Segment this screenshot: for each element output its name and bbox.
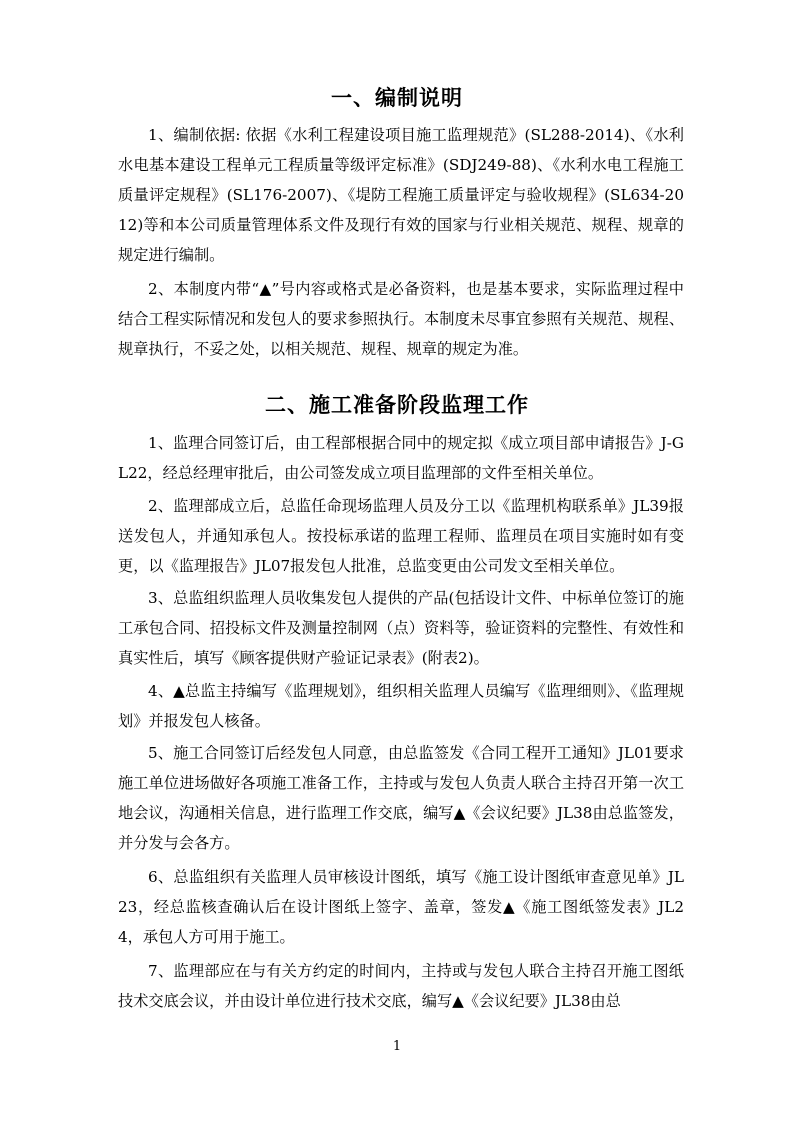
paragraph-2-7: 7、监理部应在与有关方约定的时间内，主持或与发包人联合主持召开施工图纸技术交底会议，并由设计单位进行技术交底，编写▲《会议纪要》JL38由总 <box>118 962 684 1010</box>
paragraph-2-6: 6、总监组织有关监理人员审核设计图纸，填写《施工设计图纸审查意见单》JL23，经总监核查确认后在设计图纸上签字、盖章，签发▲《施工图纸签发表》JL24，承包人方可用于施工。 <box>118 868 684 946</box>
paragraph-2-3: 3、总监组织监理人员收集发包人提供的产品(包括设计文件、中标单位签订的施工承包合同、招投标文件及测量控制网（点）资料等，验证资料的完整性、有效性和真实性后，填写《顾客提供财产验证记录表》(附表2)。 <box>118 589 684 667</box>
paragraph-2-5: 5、施工合同签订后经发包人同意，由总监签发《合同工程开工通知》JL01要求施工单位进场做好各项施工准备工作，主持或与发包人负责人联合主持召开第一次工地会议，沟通相关信息，进行监理工作交底，编写▲《会议纪要》JL38由总监签发，并分发与会各方。 <box>118 744 684 852</box>
page-number: 1 <box>392 1039 402 1054</box>
paragraph-2-1: 1、监理合同签订后，由工程部根据合同中的规定拟《成立项目部申请报告》J-GL22，经总经理审批后，由公司签发成立项目监理部的文件至相关单位。 <box>118 434 684 482</box>
section-title-construction-preparation: 二、施工准备阶段监理工作 <box>265 393 529 417</box>
paragraph-1-2: 2、本制度内带“▲”号内容或格式是必备资料，也是基本要求，实际监理过程中结合工程实际情况和发包人的要求参照执行。本制度未尽事宜参照有关规范、规程、规章执行，不妥之处，以相关规范、规程、规章的规定为准。 <box>118 280 684 358</box>
paragraph-2-2: 2、监理部成立后，总监任命现场监理人员及分工以《监理机构联系单》JL39报送发包人，并通知承包人。按投标承诺的监理工程师、监理员在项目实施时如有变更，以《监理报告》JL07报发包人批准，总监变更由公司发文至相关单位。 <box>118 497 684 575</box>
section-title-preparation-notes: 一、编制说明 <box>331 86 463 110</box>
paragraph-1-1: 1、编制依据: 依据《水利工程建设项目施工监理规范》(SL288-2014)、《水利水电基本建设工程单元工程质量等级评定标准》(SDJ249-88)、《水利水电工程施工质量评定规程》(SL176-2007)、《堤防工程施工质量评定与验收规程》(SL634-2012)等和本公司质量管理体系文件及现行有效的国家与行业相关规范、规程、规章的规定进行编制。 <box>118 126 684 264</box>
paragraph-2-4: 4、▲总监主持编写《监理规划》，组织相关监理人员编写《监理细则》、《监理规划》并报发包人核备。 <box>118 682 684 730</box>
